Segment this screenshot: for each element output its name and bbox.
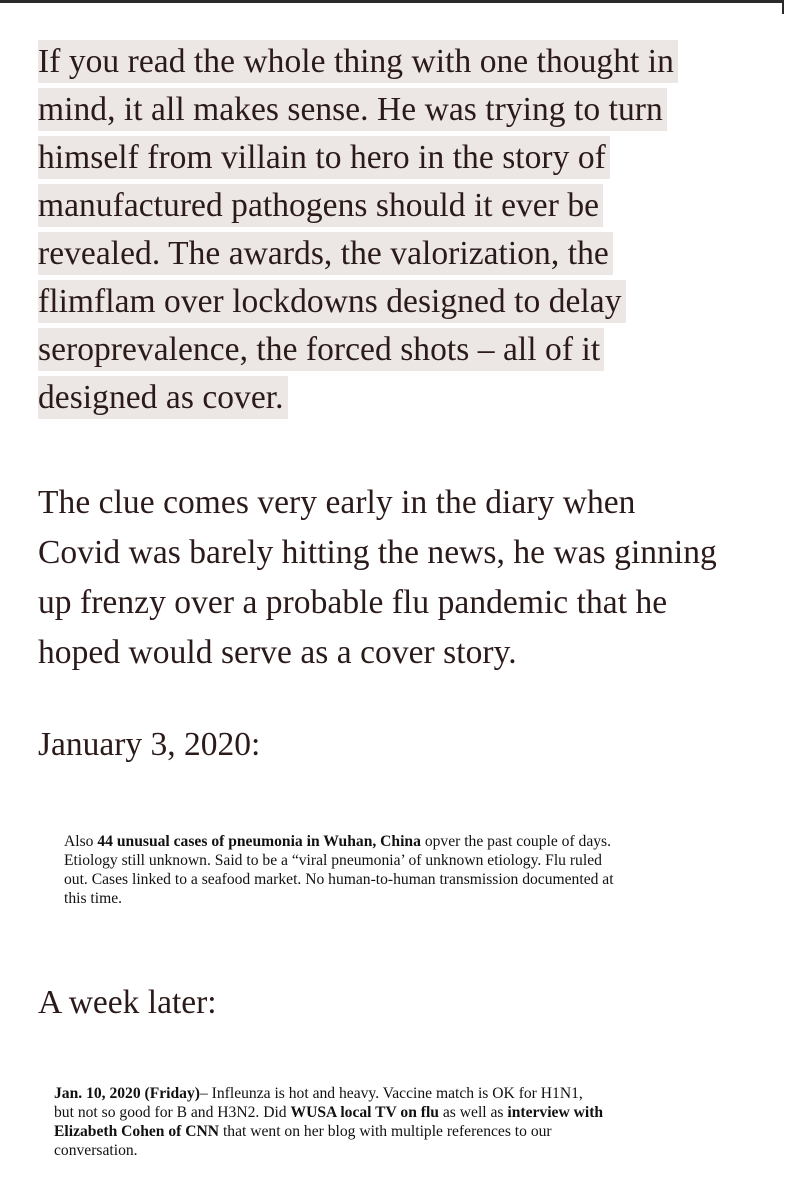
excerpt-line: Jan. 10, 2020 (Friday)– Infleunza is hot and heavy. Vaccine match is OK for H1N1,	[54, 1085, 583, 1102]
excerpt-line: this time.	[64, 890, 123, 907]
body-paragraph	[38, 478, 717, 678]
diary-excerpt-2	[54, 1084, 603, 1160]
excerpt-line: out. Cases linked to a seafood market. No human-to-human transmission documented at	[64, 871, 614, 888]
top-border	[0, 0, 784, 3]
highlighted-line: revealed. The awards, the valorization, the	[38, 230, 678, 278]
excerpt-line: but not so good for B and H3N2. Did WUSA local TV on flu as well as interview with	[54, 1104, 604, 1121]
excerpt-line: Elizabeth Cohen of CNN that went on her blog with multiple references to our	[54, 1123, 552, 1140]
highlighted-line: manufactured pathogens should it ever be	[38, 182, 678, 230]
paragraph-line: up frenzy over a probable flu pandemic that he	[38, 584, 668, 621]
week-later-heading: A week later:	[38, 984, 217, 1021]
highlighted-line: designed as cover.	[38, 374, 678, 422]
diary-excerpt-1	[64, 832, 614, 908]
highlighted-line: himself from villain to hero in the story of	[38, 134, 678, 182]
highlighted-paragraph	[38, 38, 678, 422]
highlighted-line: seroprevalence, the forced shots – all of it	[38, 326, 678, 374]
paragraph-line: The clue comes very early in the diary when	[38, 484, 636, 521]
paragraph-line: Covid was barely hitting the news, he was ginning	[38, 534, 717, 571]
highlighted-line: If you read the whole thing with one thought in	[38, 38, 678, 86]
excerpt-line: Etiology still unknown. Said to be a “viral pneumonia’ of unknown etiology. Flu ruled	[64, 852, 602, 869]
excerpt-line: conversation.	[54, 1142, 138, 1159]
highlighted-line: flimflam over lockdowns designed to delay	[38, 278, 678, 326]
highlighted-line: mind, it all makes sense. He was trying to turn	[38, 86, 678, 134]
paragraph-line: hoped would serve as a cover story.	[38, 634, 517, 671]
excerpt-line: Also 44 unusual cases of pneumonia in Wuhan, China opver the past couple of days.	[64, 833, 612, 850]
top-border-end	[782, 0, 784, 14]
date-heading: January 3, 2020:	[38, 726, 261, 763]
